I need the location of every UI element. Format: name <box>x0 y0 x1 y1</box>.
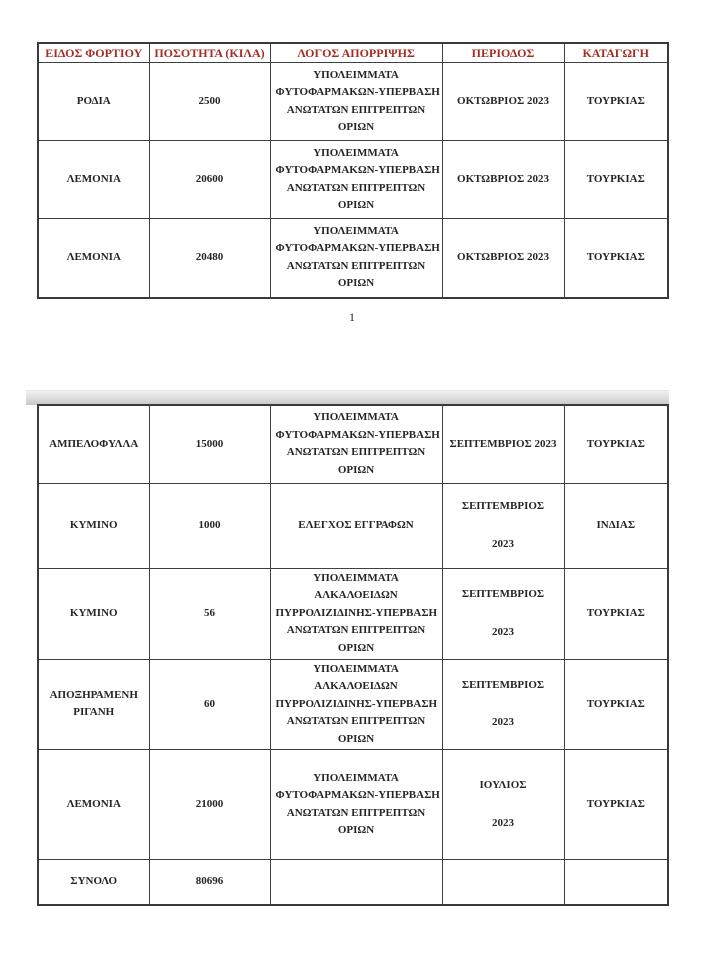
period-spacer <box>448 516 559 536</box>
reason-line: ΑΛΚΑΛΟΕΙΔΩΝ <box>314 589 398 602</box>
period-cell <box>442 750 564 860</box>
table-row <box>38 219 668 298</box>
reason-line: ΟΡΙΩΝ <box>337 641 375 654</box>
col-header-period: ΠΕΡΙΟΔΟΣ <box>442 43 564 63</box>
reason-line: ΟΡΙΩΝ <box>337 732 375 745</box>
table-row <box>38 750 668 860</box>
reason-line: ΠΥΡΡΟΛΙΖΙΔΙΝΗΣ-ΥΠΕΡΒΑΣΗ <box>275 697 438 710</box>
total-quantity-cell: 80696 <box>149 860 270 905</box>
table-row <box>38 568 668 659</box>
period-cell <box>442 483 564 568</box>
empty-cell <box>270 860 442 905</box>
empty-cell <box>442 860 564 905</box>
period-cell: ΣΕΠΤΕΜΒΡΙΟΣ 2023 <box>442 405 564 483</box>
cargo-cell: ΚΥΜΙΝΟ <box>38 568 149 659</box>
period-cell: ΟΚΤΩΒΡΙΟΣ 2023 <box>442 63 564 141</box>
period-line: 2023 <box>492 716 514 729</box>
reason-cell <box>270 659 442 750</box>
reason-line: ΥΠΟΛΕΙΜΜΑΤΑ <box>313 224 399 237</box>
cargo-cell: ΑΜΠΕΛΟΦΥΛΛΑ <box>38 405 149 483</box>
reason-line: ΑΛΚΑΛΟΕΙΔΩΝ <box>314 680 398 692</box>
reason-line: ΥΠΟΛΕΙΜΜΑΤΑ <box>313 662 399 675</box>
period-cell <box>442 659 564 750</box>
cargo-cell: ΡΟΔΙΑ <box>38 63 149 141</box>
period-cell: ΟΚΤΩΒΡΙΟΣ 2023 <box>442 141 564 219</box>
origin-cell: ΤΟΥΡΚΙΑΣ <box>564 219 668 298</box>
origin-cell: ΤΟΥΡΚΙΑΣ <box>564 405 668 483</box>
reason-cell <box>270 483 442 568</box>
reason-line: ΥΠΟΛΕΙΜΜΑΤΑ <box>313 571 399 584</box>
origin-cell: ΤΟΥΡΚΙΑΣ <box>564 568 668 659</box>
table-header-row <box>38 43 668 63</box>
reason-line: ΦΥΤΟΦΑΡΜΑΚΩΝ-ΥΠΕΡΒΑΣΗ <box>275 428 440 441</box>
col-header-cargo-type: ΕΙΔΟΣ ΦΟΡΤΙΟΥ <box>38 43 149 63</box>
reason-line: ΥΠΟΛΕΙΜΜΑΤΑ <box>313 146 399 159</box>
total-label-cell: ΣΥΝΟΛΟ <box>38 860 149 905</box>
period-line: ΙΟΥΛΙΟΣ <box>479 779 527 791</box>
col-header-origin: ΚΑΤΑΓΩΓΗ <box>564 43 668 63</box>
origin-cell: ΤΟΥΡΚΙΑΣ <box>564 63 668 141</box>
table-row <box>38 63 668 141</box>
reason-line: ΟΡΙΩΝ <box>337 199 375 211</box>
cargo-cell: ΛΕΜΟΝΙΑ <box>38 750 149 860</box>
rejections-table-page2 <box>37 404 669 906</box>
table-row <box>38 483 668 568</box>
reason-line: ΠΥΡΡΟΛΙΖΙΔΙΝΗΣ-ΥΠΕΡΒΑΣΗ <box>275 606 438 619</box>
origin-cell: ΤΟΥΡΚΙΑΣ <box>564 750 668 860</box>
reason-line: ΑΝΩΤΑΤΩΝ ΕΠΙΤΡΕΠΤΩΝ <box>286 806 426 819</box>
col-header-rejection-reason: ΛΟΓΟΣ ΑΠΟΡΡΙΨΗΣ <box>270 43 442 63</box>
reason-line: ΥΠΟΛΕΙΜΜΑΤΑ <box>313 771 399 784</box>
page-break-band <box>26 390 669 405</box>
period-line: ΣΕΠΤΕΜΒΡΙΟΣ <box>461 588 545 600</box>
reason-line: ΑΝΩΤΑΤΩΝ ΕΠΙΤΡΕΠΤΩΝ <box>286 715 426 727</box>
period-line: 2023 <box>492 625 514 638</box>
reason-line: ΟΡΙΩΝ <box>337 824 375 836</box>
reason-line: ΑΝΩΤΑΤΩΝ ΕΠΙΤΡΕΠΤΩΝ <box>286 446 426 459</box>
origin-cell: ΙΝΔΙΑΣ <box>564 483 668 568</box>
cargo-cell: ΛΕΜΟΝΙΑ <box>38 141 149 219</box>
origin-cell: ΤΟΥΡΚΙΑΣ <box>564 659 668 750</box>
reason-line: ΦΥΤΟΦΑΡΜΑΚΩΝ-ΥΠΕΡΒΑΣΗ <box>275 86 440 98</box>
table-row <box>38 659 668 750</box>
page-number: 1 <box>349 310 355 324</box>
table-row <box>38 141 668 219</box>
quantity-cell: 20600 <box>149 141 270 219</box>
table-row <box>38 405 668 483</box>
quantity-cell: 60 <box>149 659 270 750</box>
quantity-cell: 56 <box>149 568 270 659</box>
period-line: ΣΕΠΤΕΜΒΡΙΟΣ <box>461 500 545 512</box>
reason-cell <box>270 750 442 860</box>
reason-cell <box>270 568 442 659</box>
reason-line: ΑΝΩΤΑΤΩΝ ΕΠΙΤΡΕΠΤΩΝ <box>286 103 426 116</box>
period-cell <box>442 568 564 659</box>
reason-line: ΟΡΙΩΝ <box>337 121 375 133</box>
rejections-table-page1 <box>37 42 669 299</box>
quantity-cell: 15000 <box>149 405 270 483</box>
period-line: 2023 <box>492 816 514 829</box>
reason-line: ΦΥΤΟΦΑΡΜΑΚΩΝ-ΥΠΕΡΒΑΣΗ <box>275 789 440 801</box>
quantity-cell: 20480 <box>149 219 270 298</box>
reason-line: ΟΡΙΩΝ <box>337 277 375 290</box>
period-cell: ΟΚΤΩΒΡΙΟΣ 2023 <box>442 219 564 298</box>
reason-line: ΑΝΩΤΑΤΩΝ ΕΠΙΤΡΕΠΤΩΝ <box>286 624 426 637</box>
reason-line: ΑΝΩΤΑΤΩΝ ΕΠΙΤΡΕΠΤΩΝ <box>286 259 426 272</box>
reason-line: ΦΥΤΟΦΑΡΜΑΚΩΝ-ΥΠΕΡΒΑΣΗ <box>275 164 440 176</box>
reason-line: ΕΛΕΓΧΟΣ ΕΓΓΡΑΦΩΝ <box>298 518 414 531</box>
period-spacer <box>448 604 559 624</box>
period-line: 2023 <box>492 537 514 550</box>
period-line: ΣΕΠΤΕΜΒΡΙΟΣ <box>461 678 545 691</box>
reason-cell <box>270 63 442 141</box>
reason-cell <box>270 219 442 298</box>
reason-cell <box>270 405 442 483</box>
reason-line: ΥΠΟΛΕΙΜΜΑΤΑ <box>313 411 399 424</box>
reason-line: ΑΝΩΤΑΤΩΝ ΕΠΙΤΡΕΠΤΩΝ <box>286 181 426 194</box>
reason-cell <box>270 141 442 219</box>
quantity-cell: 2500 <box>149 63 270 141</box>
col-header-quantity: ΠΟΣΟΤΗΤΑ (ΚΙΛΑ) <box>149 43 270 63</box>
cargo-cell: ΑΠΟΞΗΡΑΜΕΝΗ ΡΙΓΑΝΗ <box>38 659 149 750</box>
quantity-cell: 21000 <box>149 750 270 860</box>
quantity-cell: 1000 <box>149 483 270 568</box>
period-spacer <box>448 694 559 714</box>
reason-line: ΥΠΟΛΕΙΜΜΑΤΑ <box>313 68 399 81</box>
origin-cell: ΤΟΥΡΚΙΑΣ <box>564 141 668 219</box>
cargo-cell: ΛΕΜΟΝΙΑ <box>38 219 149 298</box>
empty-cell <box>564 860 668 905</box>
reason-line: ΟΡΙΩΝ <box>337 463 375 476</box>
table-row-total <box>38 860 668 905</box>
cargo-cell: ΚΥΜΙΝΟ <box>38 483 149 568</box>
reason-line: ΦΥΤΟΦΑΡΜΑΚΩΝ-ΥΠΕΡΒΑΣΗ <box>275 242 440 255</box>
period-spacer <box>448 795 559 815</box>
